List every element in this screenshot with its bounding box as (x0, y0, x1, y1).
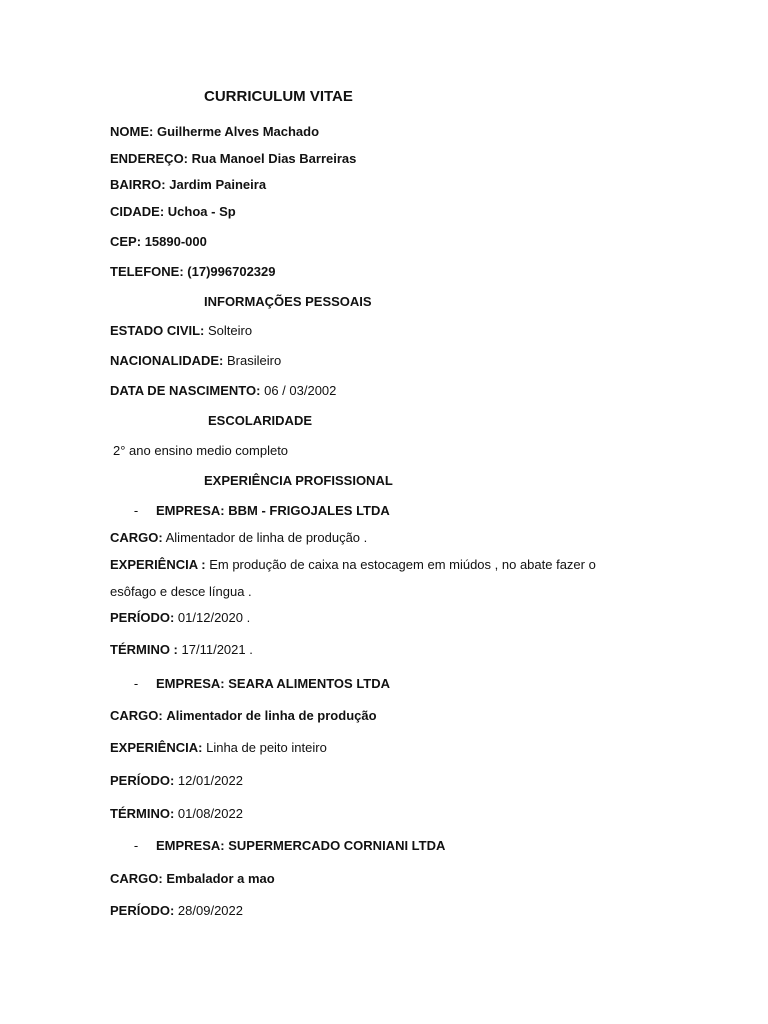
telefone-label: TELEFONE: (110, 264, 184, 279)
periodo-label: PERÍODO: (110, 903, 175, 918)
termino-label: TÉRMINO: (110, 806, 175, 821)
endereco-value: Rua Manoel Dias Barreiras (191, 151, 357, 166)
nome-label: NOME: (110, 124, 154, 139)
job-periodo-line (110, 773, 243, 789)
bullet-dash: - (133, 676, 139, 691)
nacionalidade-line (110, 353, 281, 369)
page-title: CURRICULUM VITAE (204, 88, 353, 105)
periodo-value: 28/09/2022 (177, 903, 243, 918)
cep-line (110, 234, 207, 250)
job-company: EMPRESA: SUPERMERCADO CORNIANI LTDA (156, 838, 446, 853)
nacionalidade-value: Brasileiro (227, 353, 282, 368)
cargo-label: CARGO: (110, 708, 163, 723)
cargo-label: CARGO: (110, 530, 163, 545)
nascimento-value: 06 / 03/2002 (264, 383, 337, 398)
experiencia-label: EXPERIÊNCIA: (110, 740, 203, 755)
telefone-line (110, 264, 276, 280)
estado-civil-value: Solteiro (208, 323, 253, 338)
nacionalidade-label: NACIONALIDADE: (110, 353, 224, 368)
experience-heading: EXPERIÊNCIA PROFISSIONAL (204, 473, 393, 488)
periodo-label: PERÍODO: (110, 610, 175, 625)
termino-value: 01/08/2022 (177, 806, 243, 821)
bairro-line (110, 177, 266, 193)
personal-heading: INFORMAÇÕES PESSOAIS (204, 294, 372, 309)
job-company: EMPRESA: SEARA ALIMENTOS LTDA (156, 676, 391, 691)
cep-value: 15890-000 (144, 234, 207, 249)
bairro-label: BAIRRO: (110, 177, 166, 192)
cargo-value: Embalador a mao (166, 871, 275, 886)
telefone-value: (17)996702329 (187, 264, 276, 279)
cidade-label: CIDADE: (110, 204, 165, 219)
bullet-dash: - (133, 503, 139, 518)
bullet-dash: - (133, 838, 139, 853)
nascimento-label: DATA DE NASCIMENTO: (110, 383, 261, 398)
experiencia-value: Linha de peito inteiro (206, 740, 327, 755)
termino-label: TÉRMINO : (110, 642, 178, 657)
bairro-value: Jardim Paineira (169, 177, 267, 192)
cidade-line (110, 204, 236, 220)
periodo-value: 12/01/2022 (177, 773, 243, 788)
nome-line (110, 124, 319, 140)
periodo-label: PERÍODO: (110, 773, 175, 788)
periodo-value: 01/12/2020 . (177, 610, 251, 625)
nascimento-line (110, 383, 336, 399)
job-periodo-line (110, 610, 250, 626)
job-experiencia-line (110, 557, 596, 573)
cep-label: CEP: (110, 234, 142, 249)
experiencia-label: EXPERIÊNCIA : (110, 557, 206, 572)
education-text: 2° ano ensino medio completo (113, 443, 289, 458)
job-experiencia-line (110, 740, 327, 756)
job-periodo-line (110, 903, 243, 919)
education-heading: ESCOLARIDADE (208, 413, 313, 428)
cargo-value: Alimentador de linha de produção (166, 708, 377, 723)
estado-civil-label: ESTADO CIVIL: (110, 323, 205, 338)
termino-value: 17/11/2021 . (181, 642, 253, 657)
endereco-label: ENDEREÇO: (110, 151, 189, 166)
job-termino-line (110, 806, 243, 822)
nome-value: Guilherme Alves Machado (156, 124, 320, 139)
job-cargo-line (110, 530, 367, 546)
endereco-line (110, 151, 356, 167)
estado-civil-line (110, 323, 252, 339)
experiencia-value: Em produção de caixa na estocagem em miúdos , no abate fazer o (209, 557, 596, 572)
job-cargo-line (110, 871, 275, 887)
job-experiencia-continuation: esôfago e desce língua . (110, 584, 252, 599)
cargo-value: Alimentador de linha de produção . (165, 530, 368, 545)
cargo-label: CARGO: (110, 871, 163, 886)
cidade-value: Uchoa - Sp (167, 204, 236, 219)
job-termino-line (110, 642, 253, 658)
job-company: EMPRESA: BBM - FRIGOJALES LTDA (156, 503, 390, 518)
job-cargo-line (110, 708, 377, 724)
